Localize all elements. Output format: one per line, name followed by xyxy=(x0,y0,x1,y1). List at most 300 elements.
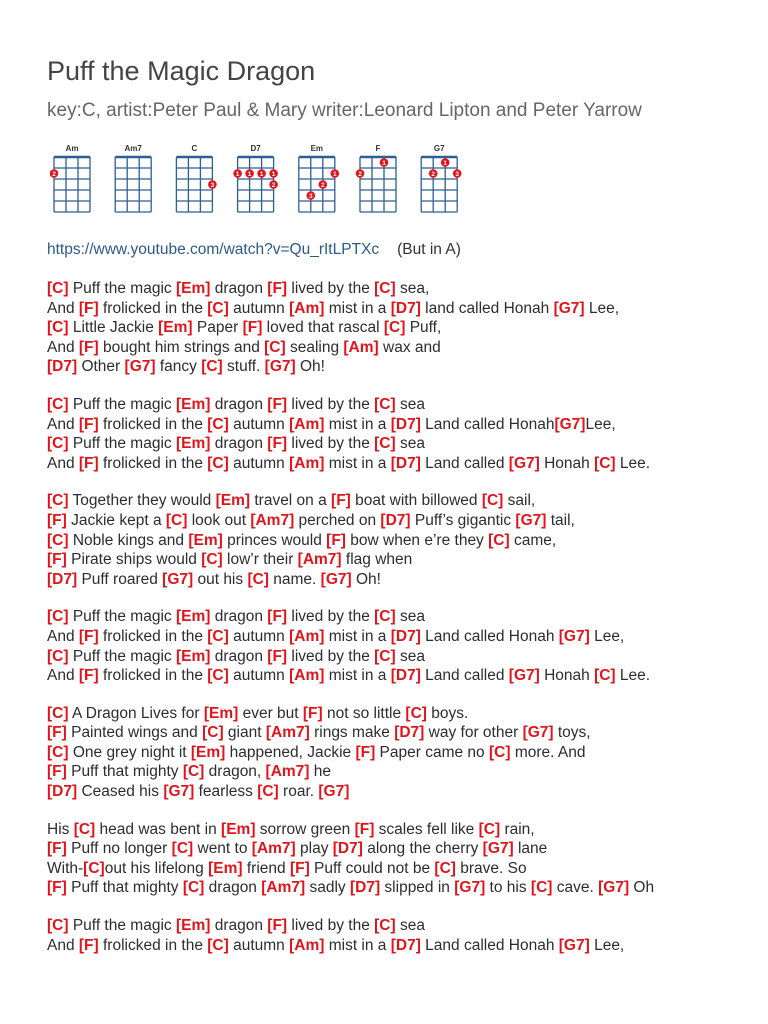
chord-name: G7 xyxy=(433,144,445,153)
lyric-text: sea xyxy=(395,647,425,665)
finger-number: 2 xyxy=(52,170,56,178)
chord-label: [Am7] xyxy=(265,763,310,781)
lyric-text: autumn xyxy=(228,627,290,645)
chord-label: [C] xyxy=(374,395,396,413)
chord-label: [C] xyxy=(478,820,501,838)
lyric-text: frolicked in the xyxy=(98,415,208,433)
chord-label: [C] xyxy=(47,743,69,761)
lyric-text: Honah xyxy=(539,454,595,472)
lyric-text: more. And xyxy=(510,743,586,761)
chord-label: [C] xyxy=(374,608,396,626)
lyric-line xyxy=(47,357,733,377)
chord-label: [C] xyxy=(47,531,69,549)
lyric-text: perched on xyxy=(294,511,381,529)
chord-label: [F] xyxy=(78,627,99,645)
lyric-text: head was bent in xyxy=(95,820,222,838)
lyric-text: mist in a xyxy=(324,627,391,645)
lyric-text: way for other xyxy=(424,724,523,742)
lyric-line xyxy=(47,531,733,551)
finger-number: 3 xyxy=(308,192,313,200)
lyric-line xyxy=(47,550,733,570)
lyric-text: Lee, xyxy=(584,299,620,317)
chord-label: [Em] xyxy=(175,435,211,453)
chord-label: [C] xyxy=(207,415,229,433)
lyric-line xyxy=(47,454,733,474)
lyric-text: sea xyxy=(395,917,425,935)
lyric-text: Land called Honah xyxy=(420,936,559,954)
lyric-line xyxy=(47,859,733,879)
chord-label: [C] xyxy=(207,454,229,472)
lyric-text: dragon xyxy=(210,435,268,453)
chord-label: [F] xyxy=(331,492,351,510)
lyric-text: roar. xyxy=(278,783,319,801)
lyric-text: autumn xyxy=(228,299,290,317)
lyric-text: bought him strings and xyxy=(98,338,265,356)
chord-label: [F] xyxy=(267,608,288,626)
lyric-text: Pirate ships would xyxy=(66,551,202,569)
lyric-text: Puff the magic xyxy=(68,647,176,665)
finger-number: 3 xyxy=(210,181,215,189)
chord-name: Am7 xyxy=(124,144,142,153)
chord-label: [Em] xyxy=(175,608,211,626)
lyric-text: Puff roared xyxy=(77,570,163,588)
chord-label: [Am] xyxy=(289,415,325,433)
chord-label: [F] xyxy=(47,724,67,742)
lyric-text: Puff the magic xyxy=(68,395,176,413)
chord-label: [G7] xyxy=(515,511,547,529)
lyric-line xyxy=(47,511,733,531)
finger-number: 2 xyxy=(320,181,325,189)
lyric-text: name. xyxy=(268,570,321,588)
chord-label: [C] xyxy=(47,608,69,626)
chord-label: [Em] xyxy=(175,647,211,665)
chord-label: [Am] xyxy=(289,936,325,954)
chord-label: [C] xyxy=(594,454,616,472)
chord-label: [C] xyxy=(207,299,229,317)
chord-label: [D7] xyxy=(380,511,411,529)
lyric-text: Land called xyxy=(420,667,509,685)
lyric-text: to his xyxy=(485,879,531,897)
lyric-text: Lee. xyxy=(615,667,651,685)
chord-label: [C] xyxy=(488,531,510,549)
lyric-text: look out xyxy=(187,511,251,529)
lyric-text: came, xyxy=(509,531,557,549)
stanza xyxy=(47,279,733,377)
lyric-line xyxy=(47,878,733,898)
youtube-link[interactable]: https://www.youtube.com/watch?v=Qu_rItLPTXc xyxy=(47,241,380,258)
lyric-text: Lee, xyxy=(585,415,616,433)
lyric-text: dragon xyxy=(210,608,268,626)
stanza xyxy=(47,820,733,898)
chord-label: [Am] xyxy=(289,454,325,472)
chord-label: [C] xyxy=(207,627,229,645)
lyric-text: fearless xyxy=(194,783,258,801)
finger-number: 1 xyxy=(443,159,448,167)
chord-label: [Am7] xyxy=(261,879,306,897)
stanza xyxy=(47,704,733,802)
lyric-text: frolicked in the xyxy=(98,667,208,685)
chord-label: [F] xyxy=(267,395,288,413)
chord-label: [G7] xyxy=(454,879,486,897)
lyric-text: Lee, xyxy=(589,627,625,645)
lyric-text: Puff the magic xyxy=(68,608,176,626)
lyric-line xyxy=(47,318,733,338)
chord-label: [Am7] xyxy=(297,551,342,569)
lyric-text: And xyxy=(47,415,79,433)
lyric-line xyxy=(47,743,733,763)
finger-number: 3 xyxy=(455,170,460,178)
lyric-text: autumn xyxy=(228,667,290,685)
lyric-text: fancy xyxy=(155,358,202,376)
lyric-text: Jackie kept a xyxy=(66,511,166,529)
chord-label: [F] xyxy=(267,280,288,297)
chord-label: [D7] xyxy=(390,415,421,433)
lyric-text: autumn xyxy=(228,936,290,954)
chord-label: [D7] xyxy=(332,840,363,858)
chord-label: [C] xyxy=(207,936,229,954)
lyric-text: Puff no longer xyxy=(66,840,172,858)
chord-label: [Em] xyxy=(221,820,256,838)
page-title: Puff the Magic Dragon xyxy=(47,56,316,86)
lyric-text: Paper xyxy=(192,319,243,337)
chord-label: [F] xyxy=(78,415,99,433)
finger-number: 1 xyxy=(382,159,386,167)
chord-label: [C] xyxy=(165,511,188,529)
lyric-text: sea, xyxy=(395,280,430,297)
lyric-text: he xyxy=(309,763,332,781)
chord-label: [G7] xyxy=(558,627,590,645)
chord-label: [D7] xyxy=(47,783,78,801)
chord-label: [G7] xyxy=(553,299,585,317)
lyric-line xyxy=(47,723,733,743)
lyric-text: lived by the xyxy=(287,647,375,665)
chord-label: [F] xyxy=(267,435,288,453)
lyric-text: not so little xyxy=(322,704,406,722)
chord-label: [G7] xyxy=(558,936,590,954)
chord-label: [C] xyxy=(374,917,396,935)
lyric-text: Lee. xyxy=(615,454,651,472)
source-line xyxy=(47,241,461,259)
lyric-text: And xyxy=(47,299,79,317)
chord-label: [Em] xyxy=(208,859,243,877)
lyric-line xyxy=(47,570,733,590)
lyric-text: Ceased his xyxy=(77,783,164,801)
lyric-text: out his xyxy=(193,570,248,588)
lyric-text: along the cherry xyxy=(362,840,483,858)
chord-label: [D7] xyxy=(390,627,421,645)
lyric-line xyxy=(47,782,733,802)
lyric-text: Puff could not be xyxy=(309,859,435,877)
chord-name: D7 xyxy=(250,144,261,153)
lyric-text: giant xyxy=(223,724,266,742)
chord-label: [Am7] xyxy=(250,511,295,529)
chord-label: [Am] xyxy=(289,299,325,317)
lyric-text: dragon xyxy=(210,917,268,935)
chord-label: [F] xyxy=(267,917,288,935)
lyric-text: Oh! xyxy=(351,570,381,588)
finger-number: 2 xyxy=(271,181,276,189)
chord-label: [G7] xyxy=(508,454,540,472)
chord-label: [C] xyxy=(374,647,396,665)
lyric-line xyxy=(47,434,733,454)
stanza xyxy=(47,916,733,955)
lyric-text: Land called Honah xyxy=(420,415,555,433)
chord-label: [C] xyxy=(47,435,69,453)
lyric-text: boys. xyxy=(426,704,469,722)
chord-label: [Em] xyxy=(175,280,211,297)
lyric-text: lived by the xyxy=(287,917,375,935)
chord-label: [C] xyxy=(264,338,286,356)
lyric-text: One grey night it xyxy=(68,743,191,761)
chord-label: [C] xyxy=(47,492,69,510)
lyric-line xyxy=(47,839,733,859)
stanza xyxy=(47,395,733,473)
chord-name: C xyxy=(191,144,198,153)
chord-label: [C] xyxy=(83,859,105,877)
chord-diagram-d7 xyxy=(233,144,278,212)
lyric-text: dragon, xyxy=(204,763,266,781)
chord-label: [C] xyxy=(201,358,223,376)
chord-label: [C] xyxy=(481,492,504,510)
chord-diagrams xyxy=(50,143,490,219)
lyric-text: Paper came no xyxy=(375,743,489,761)
lyric-line xyxy=(47,338,733,358)
finger-number: 1 xyxy=(247,170,252,178)
lyric-text: sea xyxy=(395,395,425,413)
chord-label: [C] xyxy=(47,395,69,413)
song-lyrics xyxy=(47,279,733,973)
lyric-text: ever but xyxy=(238,704,303,722)
chord-label: [D7] xyxy=(390,667,421,685)
chord-label: [C] xyxy=(47,917,69,935)
chord-diagram-am xyxy=(50,144,90,212)
chord-label: [C] xyxy=(202,724,224,742)
chord-label: [F] xyxy=(355,743,376,761)
lyric-text: Puff the magic xyxy=(68,280,176,297)
chord-label: [F] xyxy=(354,820,375,838)
song-info: key:C, artist:Peter Paul & Mary writer:Leonard Lipton and Peter Yarrow xyxy=(47,100,642,121)
chord-label: [D7] xyxy=(390,936,421,954)
lyric-text: low’r their xyxy=(222,551,298,569)
chord-label: [C] xyxy=(374,435,396,453)
lyric-text: flag when xyxy=(341,551,413,569)
chord-label: [C] xyxy=(594,667,616,685)
chord-label: [C] xyxy=(383,319,406,337)
chord-label: [Am] xyxy=(289,627,325,645)
chord-label: [C] xyxy=(201,551,223,569)
chord-label: [F] xyxy=(47,551,67,569)
lyric-text: Oh! xyxy=(295,358,325,376)
chord-label: [C] xyxy=(374,280,396,297)
lyric-text: bow when e’re they xyxy=(345,531,489,549)
chord-label: [C] xyxy=(171,840,194,858)
lyric-line xyxy=(47,820,733,840)
chord-label: [G7] xyxy=(554,415,586,433)
lyric-text: frolicked in the xyxy=(98,936,208,954)
lyric-text: Puff that mighty xyxy=(66,879,183,897)
lyric-text: brave. So xyxy=(455,859,527,877)
chord-label: [C] xyxy=(47,319,69,337)
finger-number: 1 xyxy=(235,170,240,178)
chord-diagram-am7 xyxy=(115,144,151,212)
chord-label: [F] xyxy=(47,840,67,858)
lyric-text: frolicked in the xyxy=(98,299,208,317)
lyric-text: frolicked in the xyxy=(98,454,208,472)
chord-label: [G7] xyxy=(318,783,350,801)
chord-label: [G7] xyxy=(508,667,540,685)
lyric-text: happened, Jackie xyxy=(225,743,356,761)
lyric-text: Honah xyxy=(539,667,595,685)
lyric-text: A Dragon Lives for xyxy=(68,704,204,722)
lyric-text: toys, xyxy=(553,724,591,742)
chord-label: [C] xyxy=(182,879,205,897)
chord-label: [G7] xyxy=(162,570,194,588)
lyric-line xyxy=(47,415,733,435)
chord-label: [F] xyxy=(78,454,99,472)
lyric-text: And xyxy=(47,627,79,645)
chord-label: [Em] xyxy=(203,704,239,722)
chord-label: [G7] xyxy=(163,783,195,801)
lyric-text: friend xyxy=(242,859,290,877)
finger-number: 2 xyxy=(358,170,362,178)
chord-label: [G7] xyxy=(320,570,352,588)
lyric-text: mist in a xyxy=(324,454,391,472)
lyric-text: sail, xyxy=(503,492,536,510)
chord-label: [C] xyxy=(182,763,205,781)
lyric-text: sorrow green xyxy=(255,820,355,838)
lyric-text: rings make xyxy=(309,724,395,742)
lyric-line xyxy=(47,936,733,956)
lyric-text: dragon xyxy=(210,280,268,297)
chord-label: [D7] xyxy=(47,570,78,588)
lyric-text: Lee, xyxy=(589,936,625,954)
chord-label: [F] xyxy=(242,319,263,337)
lyric-text: rain, xyxy=(500,820,535,838)
lyric-text: sea xyxy=(395,608,425,626)
lyric-text: stuff. xyxy=(222,358,265,376)
lyric-text: Puff, xyxy=(405,319,442,337)
lyric-text: dragon xyxy=(204,879,262,897)
lyric-line xyxy=(47,299,733,319)
lyric-line xyxy=(47,762,733,782)
lyric-text: mist in a xyxy=(324,667,391,685)
lyric-text: And xyxy=(47,454,79,472)
chord-label: [G7] xyxy=(264,358,296,376)
chord-label: [G7] xyxy=(522,724,554,742)
chord-label: [Em] xyxy=(188,531,223,549)
chord-label: [D7] xyxy=(390,454,421,472)
lyric-text: slipped in xyxy=(380,879,455,897)
lyric-text: lived by the xyxy=(287,395,375,413)
lyric-text: sea xyxy=(395,435,425,453)
lyric-text: land called Honah xyxy=(420,299,554,317)
lyric-line xyxy=(47,607,733,627)
lyric-text: boat with billowed xyxy=(350,492,482,510)
lyric-text: mist in a xyxy=(324,936,391,954)
chord-label: [F] xyxy=(78,299,99,317)
chord-label: [Em] xyxy=(215,492,251,510)
lyric-text: Puff the magic xyxy=(68,435,176,453)
lyric-text: autumn xyxy=(228,454,290,472)
chord-label: [G7] xyxy=(482,840,514,858)
lyric-line xyxy=(47,916,733,936)
lyric-text: Puff that mighty xyxy=(66,763,183,781)
chord-label: [Am7] xyxy=(265,724,310,742)
lyric-text: dragon xyxy=(210,395,268,413)
chord-diagram-c xyxy=(176,144,216,212)
chord-label: [D7] xyxy=(394,724,425,742)
chord-label: [D7] xyxy=(390,299,421,317)
chord-name: Am xyxy=(65,144,79,153)
chord-label: [Am] xyxy=(343,338,379,356)
stanza xyxy=(47,607,733,685)
chord-label: [C] xyxy=(47,704,69,722)
chord-label: [G7] xyxy=(124,358,156,376)
chord-label: [C] xyxy=(47,280,69,297)
finger-number: 1 xyxy=(332,170,337,178)
chord-label: [F] xyxy=(326,531,346,549)
chord-label: [C] xyxy=(405,704,427,722)
chord-diagram-row xyxy=(50,143,490,219)
lyric-text: wax and xyxy=(378,338,441,356)
chord-diagram-em xyxy=(299,144,339,212)
lyric-text: And xyxy=(47,936,79,954)
lyric-line xyxy=(47,627,733,647)
lyric-text: loved that rascal xyxy=(262,319,384,337)
lyric-text: lane xyxy=(513,840,548,858)
chord-label: [C] xyxy=(488,743,511,761)
chord-label: [G7] xyxy=(598,879,630,897)
lyric-text: And xyxy=(47,667,79,685)
lyric-text: frolicked in the xyxy=(98,627,208,645)
chord-label: [F] xyxy=(302,704,323,722)
lyric-text: lived by the xyxy=(287,280,375,297)
lyric-text: mist in a xyxy=(324,415,391,433)
lyric-text: sadly xyxy=(305,879,350,897)
chord-label: [Em] xyxy=(175,917,211,935)
lyric-text: out his lifelong xyxy=(104,859,209,877)
lyric-text: His xyxy=(47,820,74,838)
chord-label: [Am] xyxy=(289,667,325,685)
lyric-text: tail, xyxy=(546,511,575,529)
source-note: (But in A) xyxy=(397,241,461,258)
lyric-text: mist in a xyxy=(324,299,391,317)
chord-label: [F] xyxy=(47,879,67,897)
chord-label: [C] xyxy=(530,879,553,897)
chord-label: [F] xyxy=(47,763,67,781)
lyric-text: Together they would xyxy=(68,492,216,510)
chord-label: [C] xyxy=(207,667,229,685)
chord-diagram-f xyxy=(356,144,396,212)
lyric-line xyxy=(47,647,733,667)
lyric-text: autumn xyxy=(228,415,290,433)
finger-number: 2 xyxy=(431,170,436,178)
lyric-text: Puff the magic xyxy=(68,917,176,935)
chord-label: [Am7] xyxy=(251,840,296,858)
lyric-text: dragon xyxy=(210,647,268,665)
lyric-text: scales fell like xyxy=(374,820,479,838)
lyric-line xyxy=(47,666,733,686)
lyric-text: lived by the xyxy=(287,608,375,626)
lyric-text: And xyxy=(47,338,79,356)
chord-label: [D7] xyxy=(47,358,78,376)
chord-label: [C] xyxy=(247,570,269,588)
chord-label: [F] xyxy=(47,511,67,529)
lyric-text: Painted wings and xyxy=(66,724,203,742)
stanza xyxy=(47,491,733,589)
chord-name: Em xyxy=(310,144,324,153)
chord-label: [Em] xyxy=(158,319,193,337)
